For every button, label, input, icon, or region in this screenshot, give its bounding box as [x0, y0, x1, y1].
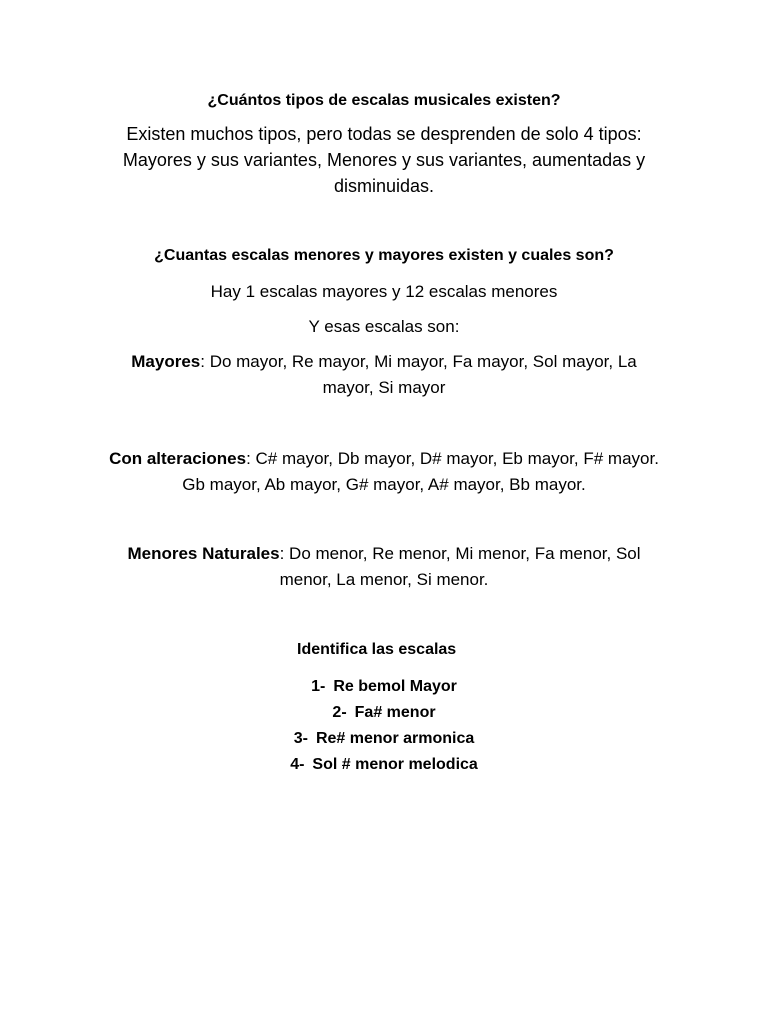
question-tipos-escalas: ¿Cuántos tipos de escalas musicales existen? — [207, 92, 561, 109]
identifica-heading: Identifica las escalas — [297, 641, 457, 658]
list-item — [0, 700, 768, 726]
answer-cantidad-escalas: Hay 1 escalas mayores y 12 escalas menores — [210, 282, 558, 301]
list-item-number: 1- — [311, 678, 326, 695]
question-cuantas-escalas: ¿Cuantas escalas menores y mayores existen y cuales son? — [154, 247, 614, 264]
list-item-text: Re# menor armonica — [315, 730, 475, 747]
alteraciones-label: Con alteraciones — [109, 449, 247, 468]
list-item-number: 2- — [332, 704, 347, 721]
answer-tipos-escalas: Existen muchos tipos, pero todas se desprenden de solo 4 tipos: Mayores y sus variantes, Menores y sus variantes, aumentadas y disminuidas. — [122, 124, 646, 196]
mayores-paragraph — [104, 349, 664, 401]
answer-esas-escalas: Y esas escalas son: — [308, 317, 460, 336]
list-item — [0, 726, 768, 752]
alteraciones-text: : C# mayor, Db mayor, D# mayor, Eb mayor, F# mayor. Gb mayor, Ab mayor, G# mayor, A# mayor, Bb mayor. — [182, 449, 659, 494]
list-item-number: 4- — [290, 756, 305, 773]
list-item-number: 3- — [293, 730, 308, 747]
list-item-text: Sol # menor melodica — [312, 756, 478, 773]
mayores-label: Mayores — [131, 352, 201, 371]
list-item — [0, 674, 768, 700]
list-item — [0, 752, 768, 778]
alteraciones-paragraph — [104, 446, 664, 498]
menores-paragraph — [104, 541, 664, 593]
menores-text: : Do menor, Re menor, Mi menor, Fa menor, Sol menor, La menor, Si menor. — [279, 544, 641, 589]
menores-label: Menores Naturales — [127, 544, 280, 563]
list-item-text: Fa# menor — [354, 704, 436, 721]
escalas-list — [0, 674, 768, 778]
list-item-text: Re bemol Mayor — [333, 678, 457, 695]
mayores-text: : Do mayor, Re mayor, Mi mayor, Fa mayor, Sol mayor, La mayor, Si mayor — [200, 352, 637, 397]
